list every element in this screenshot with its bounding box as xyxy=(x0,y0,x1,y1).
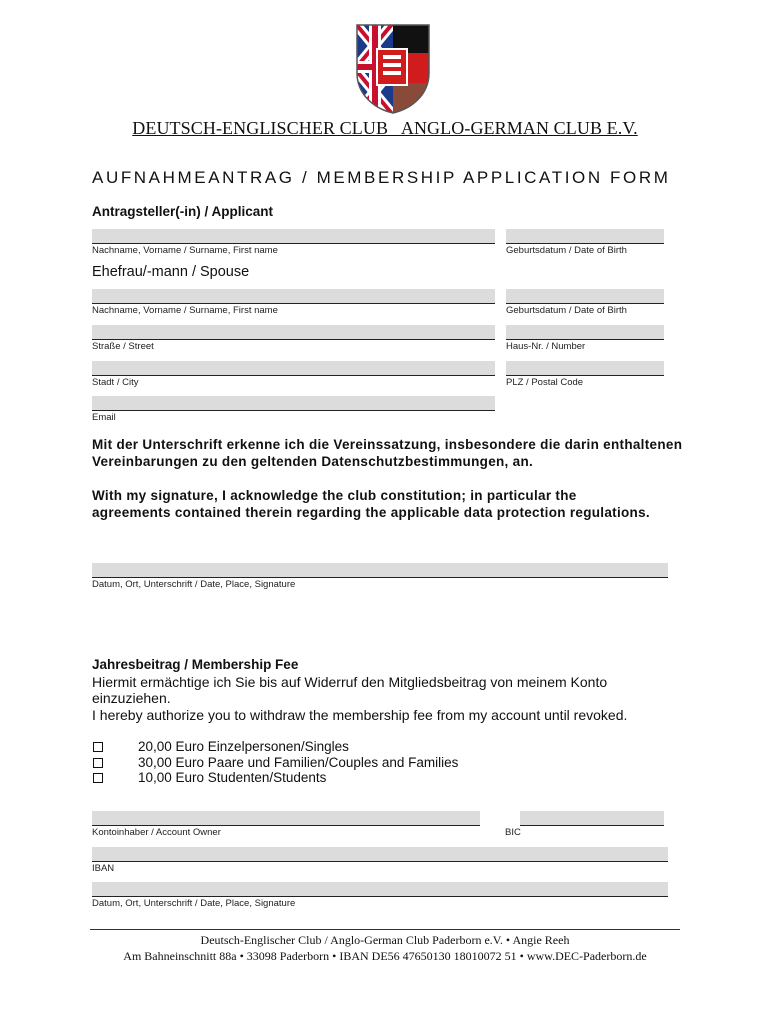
street-field[interactable] xyxy=(92,325,495,340)
fee-option-singles-label: 20,00 Euro Einzelpersonen/Singles xyxy=(138,739,349,754)
mandate-signature-label: Datum, Ort, Unterschrift / Date, Place, Signature xyxy=(92,898,296,909)
fee-english-text: I hereby authorize you to withdraw the membership fee from my account until revoked. xyxy=(92,707,628,723)
fee-option-families-label: 30,00 Euro Paare und Familien/Couples and Families xyxy=(138,755,459,770)
iban-field[interactable] xyxy=(92,847,668,862)
applicant-dob-label: Geburtsdatum / Date of Birth xyxy=(506,245,627,256)
city-label: Stadt / City xyxy=(92,377,139,388)
bic-field[interactable] xyxy=(520,811,664,826)
fee-option-students-label: 10,00 Euro Studenten/Students xyxy=(138,770,327,785)
fee-option-singles-checkbox[interactable] xyxy=(93,742,103,752)
iban-label: IBAN xyxy=(92,863,115,874)
form-title: AUFNAHMEANTRAG / MEMBERSHIP APPLICATION FORM xyxy=(92,168,671,187)
applicant-name-label: Nachname, Vorname / Surname, First name xyxy=(92,245,278,256)
footer-line-1: Deutsch-Englischer Club / Anglo-German Club Paderborn e.V. • Angie Reeh xyxy=(200,933,570,947)
consent-german-text: Mit der Unterschrift erkenne ich die Vereinssatzung, insbesondere die darin enthaltenen Vereinbarungen zu den geltenden Datenschutzbestimmungen, an. xyxy=(92,437,683,469)
account-owner-field[interactable] xyxy=(92,811,480,826)
spouse-dob-field[interactable] xyxy=(506,289,664,304)
account-owner-label: Kontoinhaber / Account Owner xyxy=(92,827,221,838)
fee-german-text: Hiermit ermächtige ich Sie bis auf Widerruf den Mitgliedsbeitrag von meinem Konto einzuziehen. xyxy=(92,674,608,706)
mandate-signature-field[interactable] xyxy=(92,882,668,897)
bic-label: BIC xyxy=(505,827,521,838)
applicant-heading: Antragsteller(-in) / Applicant xyxy=(92,204,274,219)
city-field[interactable] xyxy=(92,361,495,376)
consent-signature-label: Datum, Ort, Unterschrift / Date, Place, Signature xyxy=(92,579,296,590)
applicant-dob-field[interactable] xyxy=(506,229,664,244)
fee-heading: Jahresbeitrag / Membership Fee xyxy=(92,657,299,672)
spouse-dob-label: Geburtsdatum / Date of Birth xyxy=(506,305,627,316)
club-crest-logo xyxy=(355,23,431,115)
footer-line-2: Am Bahneinschnitt 88a • 33098 Paderborn • IBAN DE56 47650130 18010072 51 • www.DEC-Paderborn.de xyxy=(123,949,647,963)
fee-option-students-checkbox[interactable] xyxy=(93,773,103,783)
email-field[interactable] xyxy=(92,396,495,411)
postal-code-field[interactable] xyxy=(506,361,664,376)
spouse-name-label: Nachname, Vorname / Surname, First name xyxy=(92,305,278,316)
street-label: Straße / Street xyxy=(92,341,154,352)
club-title: DEUTSCH-ENGLISCHER CLUB ANGLO-GERMAN CLUB E.V. xyxy=(132,118,638,138)
fee-option-families-checkbox[interactable] xyxy=(93,758,103,768)
house-number-field[interactable] xyxy=(506,325,664,340)
house-number-label: Haus-Nr. / Number xyxy=(506,341,586,352)
spouse-heading: Ehefrau/-mann / Spouse xyxy=(92,264,250,280)
consent-signature-field[interactable] xyxy=(92,563,668,578)
applicant-name-field[interactable] xyxy=(92,229,495,244)
postal-code-label: PLZ / Postal Code xyxy=(506,377,584,388)
consent-english-text: With my signature, I acknowledge the club constitution; in particular the agreements contained therein regarding the applicable data protection regulations. xyxy=(92,488,650,520)
spouse-name-field[interactable] xyxy=(92,289,495,304)
footer-divider xyxy=(90,929,680,930)
email-label: Email xyxy=(92,412,116,423)
